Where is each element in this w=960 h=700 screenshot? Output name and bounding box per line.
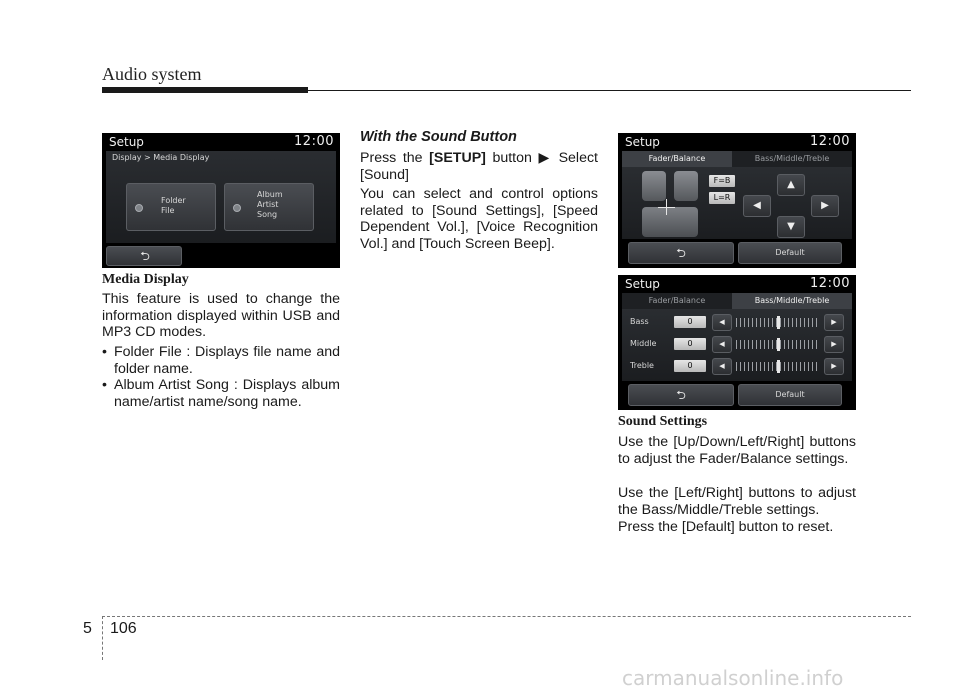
sound-settings-para1: Use the [Up/Down/Left/Right] buttons to adjust the Fader/Balance settings.: [618, 434, 856, 467]
footer-rule: [102, 616, 911, 617]
option-label: Folder: [161, 196, 186, 205]
screen-clock: 12:00: [810, 134, 850, 149]
screen-title: Setup: [625, 277, 660, 291]
tone-row-label: Middle: [630, 339, 657, 348]
sound-button-heading: With the Sound Button: [360, 129, 517, 145]
back-button[interactable]: [106, 246, 182, 266]
radio-icon: [233, 204, 241, 212]
album-artist-song-option[interactable]: [224, 183, 314, 231]
tone-slider-thumb[interactable]: [777, 338, 780, 351]
press-mid: button: [485, 150, 539, 166]
breadcrumb: Display > Media Display: [112, 153, 210, 162]
sound-settings-para3: Press the [Default] button to reset.: [618, 519, 834, 535]
watermark: carmanualsonline.info: [622, 666, 844, 690]
folder-file-option[interactable]: [126, 183, 216, 231]
header-rule-thick: [102, 87, 308, 93]
up-button[interactable]: ▲: [777, 174, 805, 196]
bullet-folder-file: [102, 344, 340, 378]
tone-value: 0: [674, 316, 706, 328]
tab-bass-middle-treble[interactable]: Bass/Middle/Treble: [732, 293, 852, 309]
tone-right-button[interactable]: ▶: [824, 358, 844, 375]
sound-options-paragraph: You can select and control options related to [Sound Settings], [Speed Dependent Vol.], [Voice Recognition Vol.] and [Touch Screen Beep].: [360, 186, 598, 252]
bullet-album-artist-song: [102, 377, 340, 411]
left-button[interactable]: ◀: [743, 195, 771, 217]
bullet-text: Folder File : Displays file name and folder name.: [114, 344, 340, 377]
tone-left-button[interactable]: ◀: [712, 314, 732, 331]
page-number: 106: [110, 620, 137, 637]
back-button[interactable]: [628, 242, 734, 264]
radio-icon: [135, 204, 143, 212]
bass-middle-treble-screenshot: [618, 275, 856, 410]
screen-clock: 12:00: [294, 134, 334, 149]
tone-row-label: Treble: [630, 361, 654, 370]
balance-value: L=R: [709, 192, 735, 204]
running-header: Audio system: [102, 64, 202, 84]
media-display-screenshot: [102, 133, 340, 268]
default-button[interactable]: Default: [738, 242, 842, 264]
tone-slider-thumb[interactable]: [777, 316, 780, 329]
arrow-right-icon: ▶: [538, 150, 552, 166]
option-label: Artist: [257, 200, 279, 209]
tone-value: 0: [674, 360, 706, 372]
media-display-heading: Media Display: [102, 272, 189, 287]
bullet-text: Album Artist Song : Displays album name/artist name/song name.: [114, 377, 340, 410]
press-post: Select [Sound]: [360, 150, 598, 183]
setup-key: [SETUP]: [429, 150, 486, 166]
sound-settings-para2: Use the [Left/Right] buttons to adjust the Bass/Middle/Treble settings.: [618, 485, 856, 518]
press-pre: Press the: [360, 150, 430, 166]
sound-settings-heading: Sound Settings: [618, 414, 708, 429]
back-icon: ⮌: [140, 249, 150, 263]
tone-row-label: Bass: [630, 317, 649, 326]
tone-right-button[interactable]: ▶: [824, 314, 844, 331]
footer-divider: [102, 616, 103, 660]
tab-bass-middle-treble[interactable]: Bass/Middle/Treble: [732, 151, 852, 167]
back-icon: ⮌: [676, 246, 686, 260]
fader-balance-screenshot: [618, 133, 856, 268]
header-rule-thin: [308, 90, 911, 91]
tone-slider-thumb[interactable]: [777, 360, 780, 373]
screen-title: Setup: [625, 135, 660, 149]
screen-clock: 12:00: [810, 276, 850, 291]
back-icon: ⮌: [676, 388, 686, 402]
fader-value: F=B: [709, 175, 735, 187]
tone-value: 0: [674, 338, 706, 350]
right-button[interactable]: ▶: [811, 195, 839, 217]
screen-title: Setup: [109, 135, 144, 149]
tone-left-button[interactable]: ◀: [712, 358, 732, 375]
bullet-icon: •: [102, 377, 107, 393]
bullet-icon: •: [102, 344, 107, 360]
option-label: Song: [257, 210, 278, 219]
tone-left-button[interactable]: ◀: [712, 336, 732, 353]
tone-right-button[interactable]: ▶: [824, 336, 844, 353]
tab-fader-balance[interactable]: Fader/Balance: [622, 293, 732, 309]
down-button[interactable]: ▼: [777, 216, 805, 238]
option-label: File: [161, 206, 175, 215]
option-label: Album: [257, 190, 283, 199]
default-button[interactable]: Default: [738, 384, 842, 406]
tab-fader-balance[interactable]: Fader/Balance: [622, 151, 732, 167]
section-number: 5: [83, 620, 92, 637]
press-setup-paragraph: [360, 150, 598, 183]
media-display-paragraph: This feature is used to change the information displayed within USB and MP3 CD modes.: [102, 291, 340, 341]
back-button[interactable]: [628, 384, 734, 406]
car-seats-icon: [642, 171, 698, 237]
